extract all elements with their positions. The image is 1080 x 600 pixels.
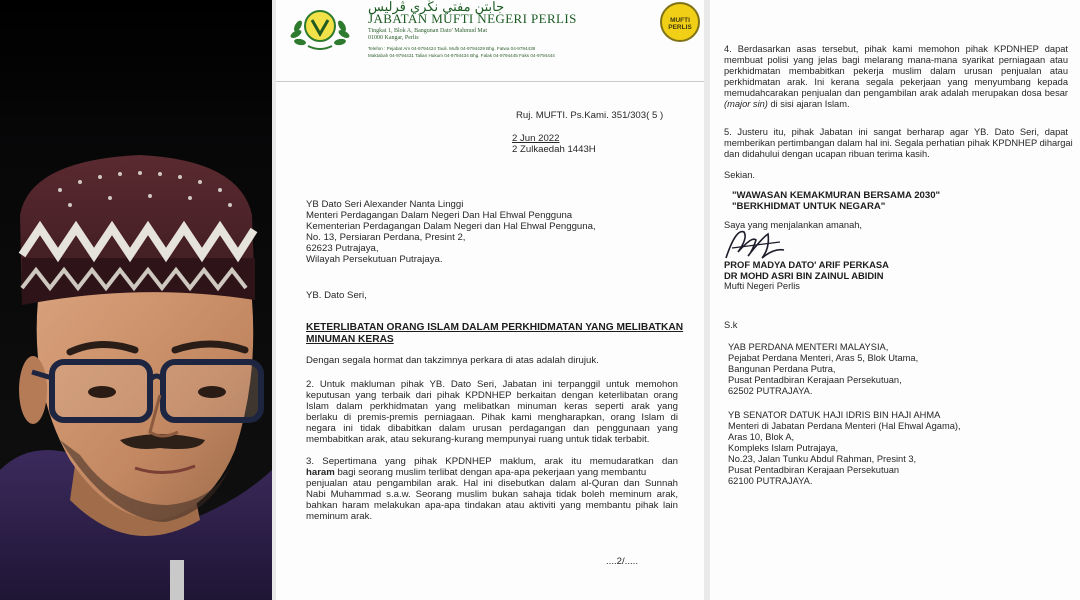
- cc-line: Aras 10, Blok A,: [728, 432, 795, 442]
- paragraph-line: perkhidmatan arak. Ini kerana segala pekerjaan yang menyumbang kepada: [724, 77, 1068, 87]
- cc-line: YAB PERDANA MENTERI MALAYSIA,: [728, 342, 889, 352]
- paragraph-line: memudahcarakan penjualan dan pengambilan arak adalah merupakan dosa besar: [724, 88, 1068, 98]
- paragraph-line: [724, 99, 850, 110]
- amanah-line: Saya yang menjalankan amanah,: [724, 220, 862, 230]
- state-crest-icon: [288, 0, 352, 52]
- cc-line: 62100 PUTRAJAYA.: [728, 476, 813, 486]
- cc-line: Menteri di Jabatan Perdana Menteri (Hal Ehwal Agama),: [728, 421, 961, 431]
- signer-role: Mufti Negeri Perlis: [724, 281, 800, 291]
- portrait-illustration: [0, 0, 272, 600]
- letter-date-hijri: 2 Zulkaedah 1443H: [512, 144, 596, 155]
- paragraph-line: negara ini tidak dibabitkan dalam urusan perdagangan dan penggunaan yang: [306, 423, 678, 434]
- paragraph-line: Nabi Muhammad s.a.w. Seorang muslim bukan sahaja tidak boleh meminum arak,: [306, 489, 678, 500]
- letterhead-address: Tingkat 1, Blok A, Bangunan Dato' Mahmud Mat: [368, 28, 488, 34]
- subject-line: KETERLIBATAN ORANG ISLAM DALAM PERKHIDMATAN YANG MELIBATKAN: [306, 322, 684, 333]
- cc-line: 62502 PUTRAJAYA.: [728, 386, 813, 396]
- paragraph-line: bahkan haram melakukan apa-apa tindakan atau aktiviti yang membantu pihak lain: [306, 500, 678, 511]
- paragraph-line: 2. Untuk makluman pihak YB. Dato Seri, Jabatan ini terpanggil untuk memohon: [306, 379, 678, 390]
- recipient-line: Wilayah Persekutuan Putrajaya.: [306, 254, 443, 265]
- cc-line: Pusat Pentadbiran Kerajaan Persekutuan: [728, 465, 900, 475]
- letter-page-1: [276, 0, 704, 600]
- letterhead-contact: Telefon : Pejabat Am 04-9794424 Tauli. Mufti 04-9794429 Bhg. Fatwa 04-9794438: [368, 46, 536, 51]
- recipient-line: No. 13, Persiaran Perdana, Presint 2,: [306, 232, 466, 243]
- paragraph-line: Islam dalam perkhidmatan yang melibatkan minuman keras seperti arak yang: [306, 401, 678, 412]
- recipient-line: YB Dato Seri Alexander Nanta Linggi: [306, 199, 464, 210]
- subject-line: MINUMAN KERAS: [306, 334, 394, 345]
- badge-label: MUFTI PERLIS: [668, 17, 692, 31]
- paragraph-line: membuat polisi yang jelas bagi melarang mana-mana syarikat perniagaan atau: [724, 55, 1068, 65]
- paragraph-line-rest: di sisi ajaran Islam.: [767, 99, 850, 109]
- paragraph-line: 4. Berdasarkan asas tersebut, pihak kami memohon pihak KPDNHEP dapat: [724, 44, 1068, 54]
- salutation: YB. Dato Seri,: [306, 290, 367, 301]
- paragraph-line: meminum arak.: [306, 511, 373, 522]
- opening-sentence: Dengan segala hormat dan takzimnya perkara di atas adalah dirujuk.: [306, 355, 599, 366]
- cc-label: S.k: [724, 320, 738, 330]
- italic-major-sin: (major sin): [724, 99, 768, 109]
- paragraph-line: 3. Sepertimana yang pihak KPDNHEP maklum, arak itu memudaratkan dan: [306, 456, 678, 467]
- letterhead-org-name: JABATAN MUFTI NEGERI PERLIS: [368, 11, 577, 26]
- recipient-line: Kementerian Perdagangan Dalam Negeri dan Hal Ehwal Pengguna,: [306, 221, 596, 232]
- paragraph-line: membabitkan arak, atau sekurang-kurang mempunyai ruang untuk tidak terbabit.: [306, 434, 650, 445]
- closing-sekian: Sekian.: [724, 170, 756, 180]
- paragraph-line: berlaku di premis-premis perniagaan. Pihak kami mengharapkan, orang Islam di: [306, 412, 678, 423]
- paragraph-line: penjualan atau pengambilan arak. Hal ini disebutkan dalam al-Quran dan Sunnah: [306, 478, 678, 489]
- paragraph-line: 5. Justeru itu, pihak Jabatan ini sangat berharap agar YB. Dato Seri, dapat: [724, 127, 1068, 137]
- reference-number: Ruj. MUFTI. Ps.Kami. 351/303( 5 ): [516, 110, 664, 121]
- cc-line: Kompleks Islam Putrajaya,: [728, 443, 839, 453]
- cc-line: YB SENATOR DATUK HAJI IDRIS BIN HAJI AHMA: [728, 410, 941, 420]
- cc-line: Pusat Pentadbiran Kerajaan Persekutuan,: [728, 375, 902, 385]
- mufti-badge: [660, 2, 700, 42]
- paragraph-line: perkhidmatan membabitkan pekerja muslim dalam urusan penjualan atau: [724, 66, 1068, 76]
- cc-line: No.23, Jalan Tunku Abdul Rahman, Presint 3,: [728, 454, 917, 464]
- cc-line: Pejabat Perdana Menteri, Aras 5, Blok Utama,: [728, 353, 919, 363]
- paragraph-line: keputusan yang terbaik dari pihak KPDNHEP berkaitan dengan keterlibatan orang: [306, 390, 678, 401]
- letterhead-jawi: جابتن مفتي نڬري ڤرليس: [368, 0, 505, 15]
- letterhead-address: 01000 Kangar, Perlis: [368, 35, 419, 41]
- letter-page-2: [710, 0, 1080, 600]
- emphasis-haram: haram: [306, 467, 335, 478]
- signer-title: PROF MADYA DATO' ARIF PERKASA: [724, 259, 889, 270]
- letterhead: [276, 0, 704, 82]
- recipient-line: 62623 Putrajaya,: [306, 243, 379, 254]
- page-continuation-marker: ....2/.....: [606, 556, 638, 567]
- paragraph-line: memberikan pertimbangan dalam hal ini. Segala perhatian pihak KPDNHEP dihargai: [724, 138, 1073, 148]
- portrait-photo: [0, 0, 272, 600]
- motto-line: "BERKHIDMAT UNTUK NEGARA": [732, 201, 886, 212]
- paragraph-line-rest: bagi seorang muslim terlibat dengan apa-apa pekerjaan yang membantu: [334, 467, 647, 478]
- signer-name: DR MOHD ASRI BIN ZAINUL ABIDIN: [724, 270, 884, 281]
- letterhead-contact: Maktabah 04-9794431 Talian Hukum 04-9794434 Bhg. Falak 04-9794445 Faks 04-9794444: [368, 53, 555, 58]
- letter-date: 2 Jun 2022: [512, 133, 560, 144]
- paragraph-line: [306, 467, 678, 478]
- recipient-line: Menteri Perdagangan Dalam Negeri Dan Hal Ehwal Pengguna: [306, 210, 573, 221]
- paragraph-line: dan didahului dengan ucapan ribuan terima kasih.: [724, 149, 930, 159]
- cc-line: Bangunan Perdana Putra,: [728, 364, 836, 374]
- motto-line: "WAWASAN KEMAKMURAN BERSAMA 2030": [732, 190, 941, 201]
